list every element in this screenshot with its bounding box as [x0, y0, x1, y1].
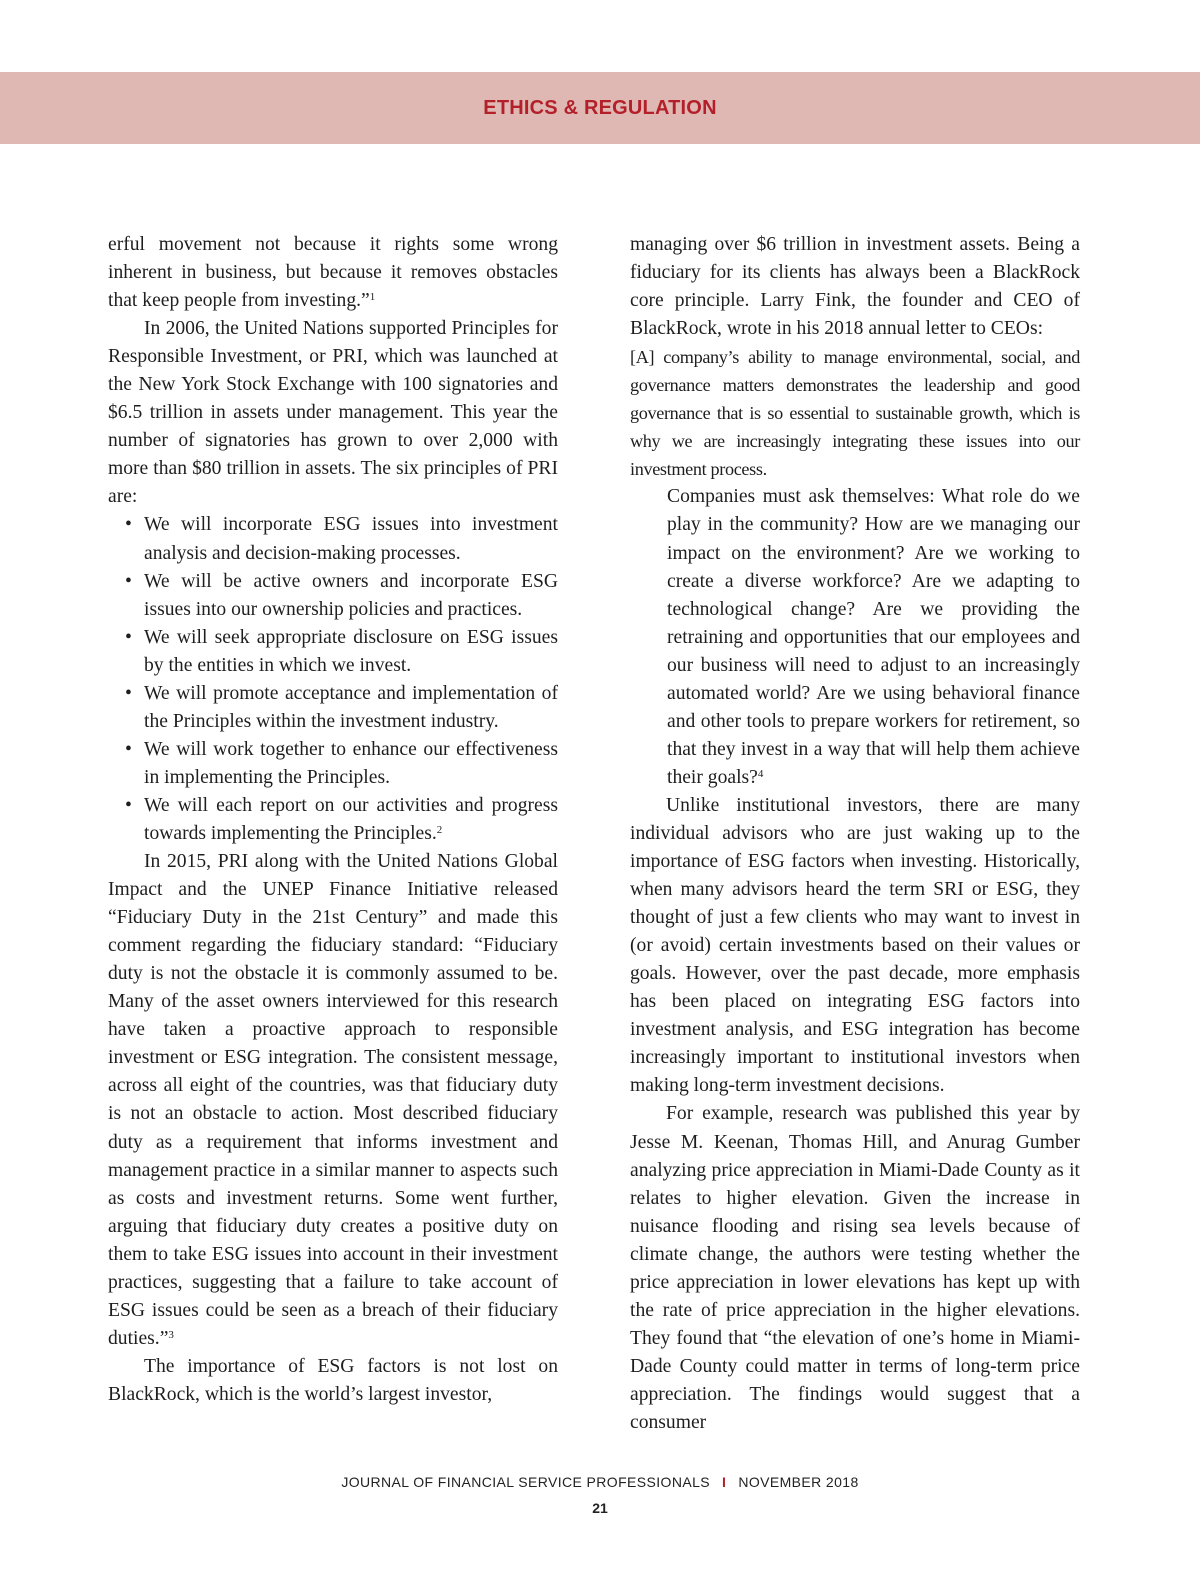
paragraph: The importance of ESG factors is not lost on BlackRock, which is the world’s largest investor,: [108, 1355, 558, 1405]
list-item: • We will work together to enhance our effectiveness in implementing the Principles.: [108, 736, 558, 792]
paragraph: In 2015, PRI along with the United Nations Global Impact and the UNEP Finance Initiative released “Fiduciary Duty in the 21st Century” and made this comment regarding the fiduciary standard: “Fiduciary duty is not the obstacle it is commonly assumed to be. Many of the asset owners interviewed for this research have taken a proactive approach to responsible investment or ESG integration. The consistent message, across all eight of the countries, was that fiduciary duty is not an obstacle to action. Most described fiduciary duty as a requirement that informs investment and management practice in a similar manner to aspects such as costs and investment returns. Some went further, arguing that fiduciary duty creates a positive duty on them to take ESG issues into account in their investment practices, suggesting that a failure to take account of ESG issues could be seen as a breach of their fiduciary duties.”$^3$: [108, 851, 558, 1349]
list-item: • We will promote acceptance and implementation of the Principles within the investment industry.: [108, 680, 558, 736]
footnote-ref: 1: [369, 291, 376, 304]
paragraph: In 2006, the United Nations supported Principles for Responsible Investment, or PRI, which was launched at the New York Stock Exchange with 100 signatories and $6.5 trillion in assets under management. This year the number of signatories has grown to over 2,000 with more than $80 trillion in assets. The six principles of PRI are:: [108, 318, 558, 508]
paragraph: For example, research was published this year by Jesse M. Keenan, Thomas Hill, and Anurag Gumber analyzing price appreciation in Miami-Dade County as it relates to higher elevation. Given the increase in nuisance flooding and rising sea levels because of climate change, the authors were testing whether the price appreciation in lower elevations has kept up with the rate of price appreciation in the higher elevations. They found that “the elevation of one’s home in Miami-Dade County could matter in terms of long-term price appreciation. The findings would suggest that a consumer: [630, 1103, 1080, 1433]
paragraph: managing over $6 trillion in investment assets. Being a fiduciary for its clients has always been a BlackRock core principle. Larry Fink, the founder and CEO of BlackRock, wrote in his 2018 annual letter to CEOs:: [630, 234, 1080, 340]
footnote-ref: 2: [436, 823, 443, 836]
list-item: • We will seek appropriate disclosure on ESG issues by the entities in which we invest.: [108, 624, 558, 680]
bullet-icon: •: [125, 626, 132, 648]
bullet-icon: •: [125, 514, 132, 536]
list-item: • We will incorporate ESG issues into investment analysis and decision-making processes.: [108, 511, 558, 567]
paragraph: erful movement not because it rights some wrong inherent in business, but because it removes obstacles that keep people from investing.”$^1$: [108, 234, 558, 312]
list-item: • We will be active owners and incorporate ESG issues into our ownership policies and practices.: [108, 568, 558, 624]
right-column: [630, 231, 1080, 1437]
page-footer: [0, 1474, 1200, 1490]
pri-principles-list: [108, 511, 558, 848]
block-quote-paragraph: Companies must ask themselves: What role do we play in the community? How are we managing our impact on the environment? Are we working to create a diverse workforce? Are we adapting to technological change? Are we providing the retraining and opportunities that our employees and our business will need to adjust to an increasingly automated world? Are we using behavioral finance and other tools to prepare workers for retirement, so that they invest in a way that will help them achieve their goals?$^4$: [667, 486, 1080, 788]
issue-date: NOVEMBER 2018: [738, 1474, 859, 1490]
list-item: • We will each report on our activities and progress towards implementing the Principles.$^2$: [108, 792, 558, 848]
bullet-icon: •: [125, 794, 132, 816]
block-quote: [A] company’s ability to manage environmental, social, and governance matters demonstrates the leadership and good governance that is so essential to sustainable growth, which is why we are increasingly integrating these issues into our investment process.: [630, 347, 1080, 480]
bullet-icon: •: [125, 682, 132, 704]
footnote-ref: 4: [757, 767, 764, 780]
left-column: [108, 231, 558, 1409]
journal-name: JOURNAL OF FINANCIAL SERVICE PROFESSIONALS: [341, 1474, 711, 1490]
footnote-ref: 3: [168, 1328, 174, 1341]
bullet-icon: •: [125, 738, 132, 760]
page-number: 21: [592, 1500, 608, 1516]
footer-separator: I: [722, 1474, 727, 1490]
section-title: ETHICS & REGULATION: [483, 96, 717, 119]
section-banner: [0, 72, 1200, 144]
bullet-icon: •: [125, 570, 132, 592]
paragraph: Unlike institutional investors, there are many individual advisors who are just waking up to the importance of ESG factors when investing. Historically, when many advisors heard the term SRI or ESG, they thought of just a few clients who may want to invest in (or avoid) certain investments based on their values or goals. However, over the past decade, more emphasis has been placed on integrating ESG factors into investment analysis, and ESG integration has become increasingly important to institutional investors when making long-term investment decisions.: [630, 794, 1080, 1097]
